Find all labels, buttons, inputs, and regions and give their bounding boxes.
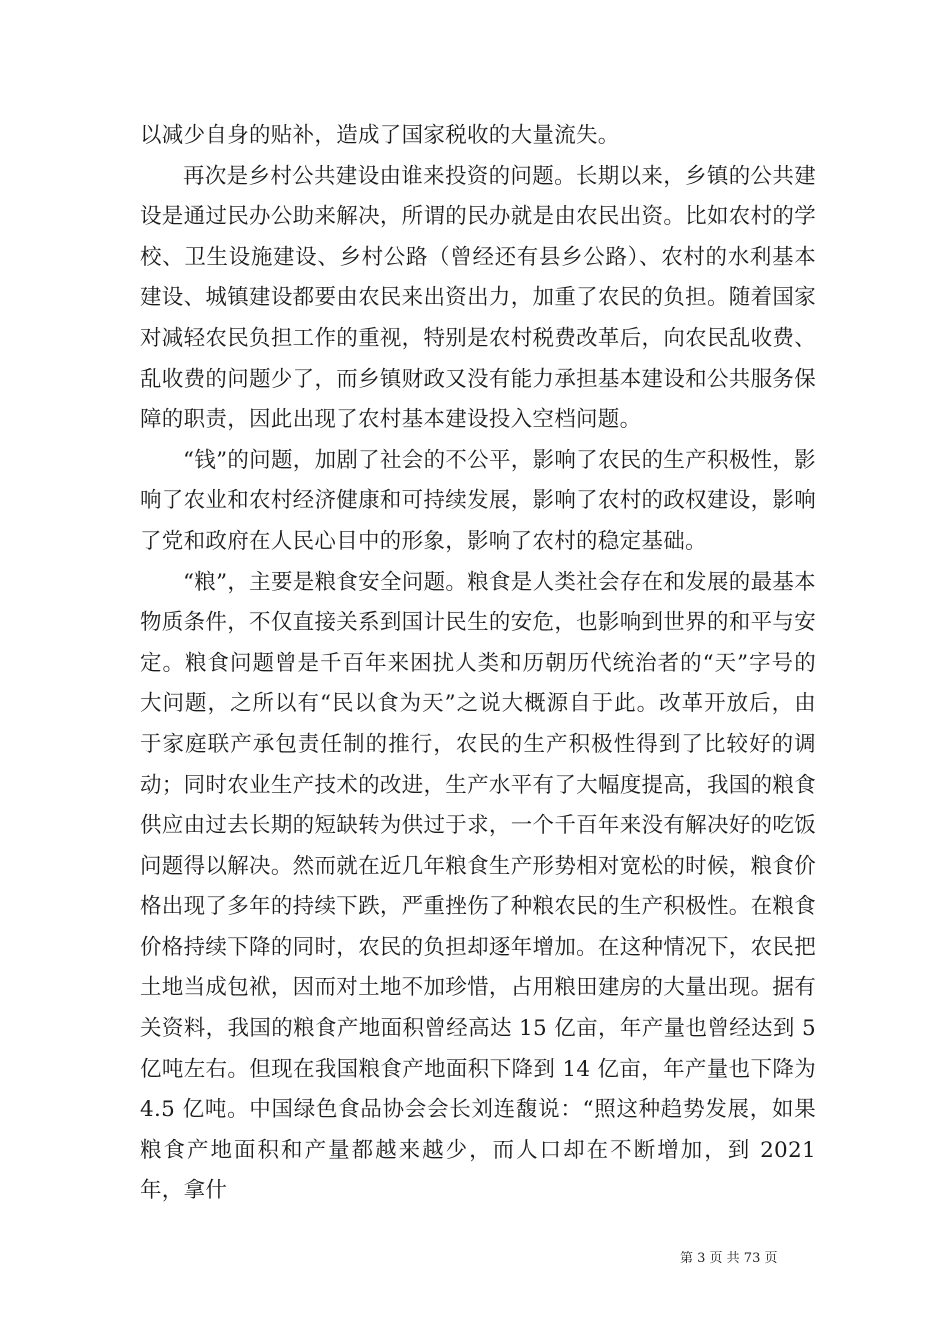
paragraph-1: 以减少自身的贴补，造成了国家税收的大量流失。 [140,123,620,148]
document-body [140,116,816,1212]
paragraph-3: “钱”的问题，加剧了社会的不公平，影响了农民的生产积极性，影响了农业和农村经济健康和可持续发展，影响了农村的政权建设，影响了党和政府在人民心目中的形象，影响了农村的稳定基础。 [140,447,816,554]
paragraph-2: 再次是乡村公共建设由谁来投资的问题。长期以来，乡镇的公共建设是通过民办公助来解决，所谓的民办就是由农民出资。比如农村的学校、卫生设施建设、乡村公路（曾经还有县乡公路）、农村的水利基本建设、城镇建设都要由农民来出资出力，加重了农民的负担。随着国家对减轻农民负担工作的重视，特别是农村税费改革后，向农民乱收费、乱收费的问题少了，而乡镇财政又没有能力承担基本建设和公共服务保障的职责，因此出现了农村基本建设投入空档问题。 [140,163,816,433]
page-number-footer: 第 3 页 共 73 页 [680,1251,778,1266]
paragraph-4: “粮”，主要是粮食安全问题。粮食是人类社会存在和发展的最基本物质条件，不仅直接关系到国计民生的安危，也影响到世界的和平与安定。粮食问题曾是千百年来困扰人类和历朝历代统治者的“天”字号的大问题，之所以有“民以食为天”之说大概源自于此。改革开放后，由于家庭联产承包责任制的推行，农民的生产积极性得到了比较好的调动；同时农业生产技术的改进，生产水平有了大幅度提高，我国的粮食供应由过去长期的短缺转为供过于求，一个千百年来没有解决好的吃饭问题得以解决。然而就在近几年粮食生产形势相对宽松的时候，粮食价格出现了多年的持续下跌，严重挫伤了种粮农民的生产积极性。在粮食价格持续下降的同时，农民的负担却逐年增加。在这种情况下，农民把土地当成包袱，因而对土地不加珍惜，占用粮田建房的大量出现。据有关资料，我国的粮食产地面积曾经高达 15 亿亩，年产量也曾经达到 5 亿吨左右。但现在我国粮食产地面积下降到 14 亿亩，年产量也下降为 4.5 亿吨。中国绿色食品协会会长刘连馥说：“照这种趋势发展，如果粮食产地面积和产量都越来越少，而人口却在不断增加，到 2021 年，拿什 [140,569,816,1204]
